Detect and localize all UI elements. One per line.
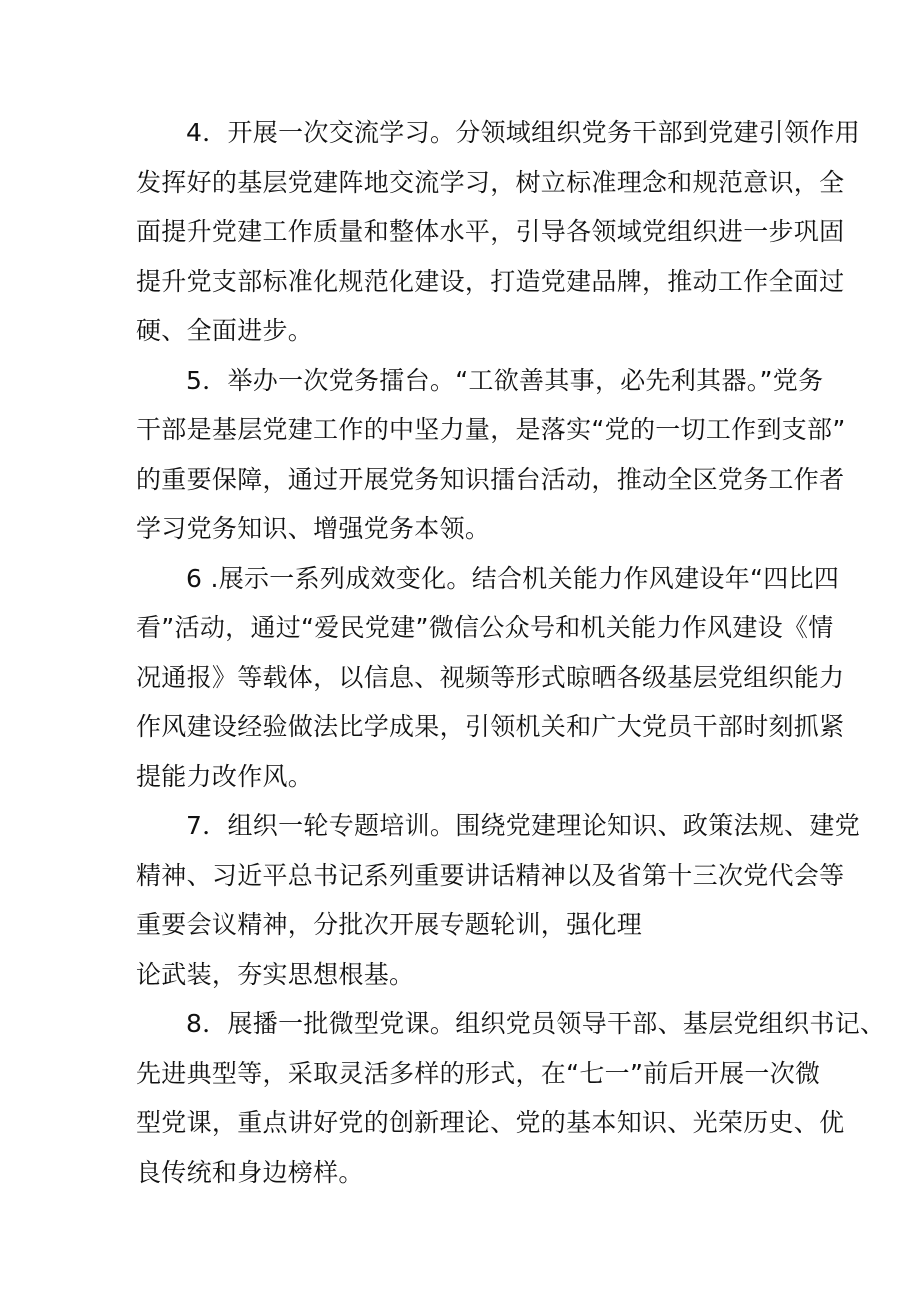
text-line: 先进典型等，采取灵活多样的形式，在“七一”前后开展一次微 xyxy=(136,1058,821,1088)
text-line: 学习党务知识、增强党务本领。 xyxy=(136,514,491,543)
text-line: 8．展播一批微型党课。组织党员领导干部、基层党组织书记、 xyxy=(186,1009,886,1038)
text-line: 发挥好的基层党建阵地交流学习，树立标准理念和规范意识，全 xyxy=(136,167,845,197)
text-line: 的重要保障，通过开展党务知识擂台活动，推动全区党务工作者 xyxy=(136,464,845,494)
paragraph-item-5 xyxy=(136,356,846,554)
text-line: 4．开展一次交流学习。分领域组织党务干部到党建引领作用 xyxy=(186,118,861,147)
text-line: 论武装，夯实思想根基。 xyxy=(136,959,415,989)
text-line: 重要会议精神，分批次开展专题轮训，强化理 xyxy=(136,910,643,939)
text-line: 况通报》等载体，以信息、视频等形式晾晒各级基层党组织能力 xyxy=(136,662,845,692)
paragraph-item-7 xyxy=(136,801,861,999)
text-line: 型党课，重点讲好党的创新理论、党的基本知识、光荣历史、优 xyxy=(136,1108,845,1137)
text-line: 面提升党建工作质量和整体水平，引导各领域党组织进一步巩固 xyxy=(136,217,845,246)
text-line: 提升党支部标准化规范化建设，打造党建品牌，推动工作全面过 xyxy=(136,266,845,296)
text-line: 作风建设经验做法比学成果，引领机关和广大党员干部时刻抓紧 xyxy=(136,712,845,741)
text-line: 良传统和身边榜样。 xyxy=(136,1157,364,1187)
text-line: 精神、习近平总书记系列重要讲话精神以及省第十三次党代会等 xyxy=(136,860,845,890)
paragraph-item-8 xyxy=(136,999,886,1197)
text-line: 干部是基层党建工作的中坚力量，是落实“党的一切工作到支部” xyxy=(136,415,846,444)
text-line: 硬、全面进步。 xyxy=(136,316,314,345)
paragraph-item-6 xyxy=(136,554,845,802)
text-line: 7．组织一轮专题培训。围绕党建理论知识、政策法规、建党 xyxy=(186,811,861,840)
document-body xyxy=(136,108,886,1197)
text-line: 6 .展示一系列成效变化。结合机关能力作风建设年“四比四 xyxy=(186,563,840,593)
text-line: 5．举办一次党务擂台。“工欲善其事，必先利其器。”党务 xyxy=(186,365,824,395)
text-line: 看”活动，通过“爱民党建”微信公众号和机关能力作风建设《情 xyxy=(136,613,834,642)
text-line: 提能力改作风。 xyxy=(136,761,314,791)
paragraph-item-4 xyxy=(136,108,861,356)
